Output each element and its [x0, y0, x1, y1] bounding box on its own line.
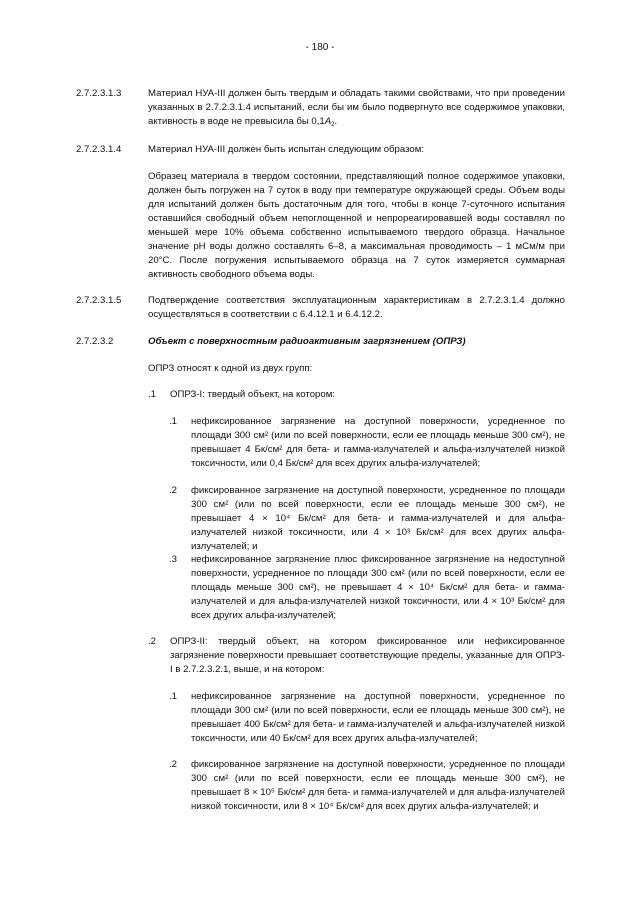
a2-symbol: A — [324, 116, 332, 127]
paragraph-text: Материал НУА-III должен быть испытан следующим образом: — [148, 144, 424, 155]
item-marker: .2 — [169, 759, 178, 770]
list-item: фиксированное загрязнение на доступной поверхности, усредненное по площади 300 см² (или по всей поверхности, если ее площадь меньше 300 см²), не превышает 4 × 10⁴ Бк/см² для бета- и гамма-излучателей и для альфа-излучателей низкой токсичности, или 4 × 10³ Бк/см² для всех других альфа-излучателей; и — [191, 485, 565, 552]
item-marker: .1 — [169, 416, 178, 427]
page-number: - 180 - — [305, 42, 335, 53]
group-text: ОПРЗ-I: твердый объект, на котором: — [170, 389, 335, 400]
paragraph-text: Подтверждение соответствия эксплуатационным характеристикам в 2.7.2.3.1.4 должно осуществляться в соответствии с 6.4.12.1 и 6.4.12.2. — [148, 295, 565, 320]
item-marker: .1 — [169, 691, 178, 702]
paragraph-text — [148, 87, 565, 129]
paragraph-number: 2.7.2.3.2 — [76, 336, 114, 347]
list-item: нефиксированное загрязнение на доступной поверхности, усредненное по площади 300 см² (или по всей поверхности, если ее площадь меньше 300 см²), не превышает 4 Бк/см² для бета- и гамма-излучателей и альфа-излучателей низкой токсичности, или 0,4 Бк/см² для всех других альфа-излучателей; — [191, 416, 565, 469]
list-item: нефиксированное загрязнение плюс фиксированное загрязнение на недоступной поверхности, усредненное по площади 300 см² (или по всей поверхности, если ее площадь меньше 300 см²), не превышает 4 × 10⁴ Бк/см² для бета- и гамма-излучателей и для альфа-излучателей низкой токсичности, или 4 × 10³ Бк/см² для всех других альфа-излучателей; — [191, 554, 565, 621]
list-item: фиксированное загрязнение на доступной поверхности, усредненное по площади 300 см² (или по всей поверхности, если ее площадь меньше 300 см²), не превышает 8 × 10⁵ Бк/см² для бета- и гамма-излучателей и для альфа-излучателей низкой токсичности, или 8 × 10⁴ Бк/см² для всех других альфа-излучателей; и — [191, 759, 565, 812]
a2-subscript: 2 — [331, 122, 335, 128]
paragraph-number: 2.7.2.3.1.5 — [76, 295, 122, 306]
group-marker: .1 — [148, 389, 157, 400]
a2-suffix: . — [334, 116, 338, 127]
paragraph-number: 2.7.2.3.1.4 — [76, 144, 122, 155]
paragraph-number: 2.7.2.3.1.3 — [76, 88, 122, 99]
item-marker: .3 — [169, 554, 178, 565]
paragraph-body: Материал НУА-III должен быть твердым и обладать такими свойствами, что при проведении указанных в 2.7.2.3.1.4 испытаний, если бы им было подвергнуто все содержимое упаковки, активность в воде не превысила бы 0,1 — [148, 88, 565, 127]
paragraph-detail: Образец материала в твердом состоянии, представляющий полное содержимое упаковки, должен быть погружен на 7 суток в воду при температуре окружающей среды. Объем воды для испытаний должен быть достаточным для того, чтобы в конце 7-суточного испытания оставшийся свободный объем непоглощенной и непрореагировавшей воды составлял по меньшей мере 10% объема собственно испытываемого твердого образца. Начальное значение pH воды должно составлять 6–8, а максимальная проводимость – 1 мСм/м при 20°C. После погружения испытываемого образца на 7 суток измеряется суммарная активность свободного объема воды. — [148, 171, 565, 280]
group-text: ОПРЗ-II: твердый объект, на котором фиксированное или нефиксированное загрязнение поверхности превышает соответствующие пределы, указанные для ОПРЗ-I в 2.7.2.3.2.1, выше, и на котором: — [170, 636, 565, 675]
section-heading: Объект с поверхностным радиоактивным загрязнением (ОПРЗ) — [148, 336, 466, 347]
list-item: нефиксированное загрязнение на доступной поверхности, усредненное по площади 300 см² (или по всей поверхности, если ее площадь меньше 300 см²), не превышает 400 Бк/см² для бета- и гамма-излучателей и альфа-излучателей низкой токсичности, или 40 Бк/см² для всех других альфа-излучателей; — [191, 691, 565, 744]
section-intro: ОПРЗ относят к одной из двух групп: — [148, 363, 313, 374]
item-marker: .2 — [169, 485, 178, 496]
group-marker: .2 — [148, 636, 157, 647]
